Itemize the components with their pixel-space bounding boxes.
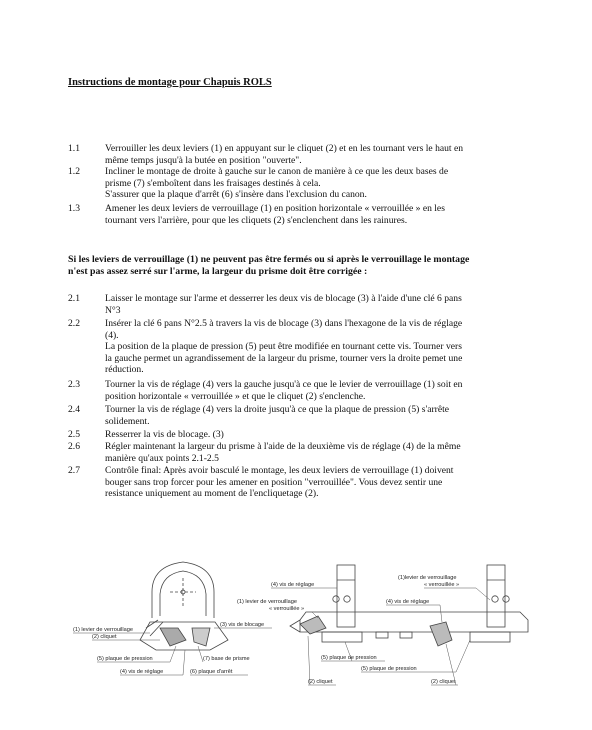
right-label-cliquet-left: (2) cliquet — [308, 679, 333, 685]
right-label-levier-right-2: « verrouillée » — [424, 582, 460, 588]
item-text-line: Incliner le montage de droite à gauche sur le canon de manière à ce que les deux bases de — [105, 166, 449, 177]
item-text-line: Laisser le montage sur l'arme et desserrer les deux vis de blocage (3) à l'aide d'une clé 6 pans — [105, 293, 462, 304]
item-number: 2.1 — [68, 293, 80, 304]
left-label-vis-blocage: (3) vis de blocage — [220, 622, 265, 628]
item-text — [105, 465, 528, 500]
right-front-foot — [322, 632, 362, 642]
item-text — [105, 166, 528, 201]
item-text-line: S'assurer que la plaque d'arrêt (6) s'insère dans l'exclusion du canon. — [105, 189, 367, 201]
item-text — [105, 429, 528, 441]
right-label-vis-reglage-top: (4) vis de réglage — [271, 582, 315, 588]
item-number: 2.4 — [68, 404, 80, 415]
item-number: 1.1 — [68, 143, 80, 154]
item-text-line: manière qu'aux points 2.1-2.5 — [105, 452, 219, 464]
warning-paragraph — [68, 254, 528, 279]
right-label-plaque-pression-2: (5) plaque de pression — [361, 666, 417, 672]
item-text-line: même temps jusqu'à la butée en position "ouverte". — [105, 154, 302, 166]
item-number: 2.6 — [68, 441, 80, 452]
left-label-levier: (1) levier de verrouillage — [73, 627, 134, 633]
item-text-line: Tourner la vis de réglage (4) vers la gauche jusqu'à ce que le levier de verrouillage (1) soit en — [105, 379, 463, 390]
item-text-line: bouger sans trop forcer pour les amener en position "verrouillée". Vous devez sentir une — [105, 476, 443, 488]
item-text-line: Amener les deux leviers de verrouillage (1) en position horizontale « verrouillée » en les — [105, 203, 445, 214]
item-text — [105, 379, 528, 402]
left-leader-lines — [73, 628, 272, 675]
item-number: 2.2 — [68, 318, 80, 329]
right-label-plaque-pression-1: (5) plaque de pression — [321, 655, 377, 661]
left-label-base-prisme: (7) base de prisme — [203, 656, 250, 662]
item-text-line: Verrouiller les deux leviers (1) en appuyant sur le cliquet (2) et en les tournant vers le haut en — [105, 143, 464, 154]
right-base-rail — [300, 612, 528, 632]
item-text-line: Régler maintenant la largeur du prisme à l'aide de la deuxième vis de réglage (4) de la même — [105, 441, 461, 452]
item-text — [105, 143, 528, 166]
right-lever-front — [300, 616, 326, 634]
item-text-line: resistance uniquement au moment de l'encliquetage (2). — [105, 488, 319, 500]
right-lever-rear — [430, 622, 452, 646]
left-label-vis-reglage: (4) vis de réglage — [120, 669, 164, 675]
left-hatched-part — [160, 628, 186, 646]
item-text-line: prisme (7) s'emboîtent dans les fraisages destinés à cela. — [105, 177, 321, 189]
right-rear-foot — [470, 632, 510, 642]
right-label-levier-right-1: (1)levier de verrouillage — [398, 575, 457, 581]
item-text — [105, 293, 528, 316]
item-text-line: tournant vers l'arrière, pour que les cliquets (2) s'enclenchent dans les rainures. — [105, 214, 408, 226]
right-label-levier-left-2: « verrouillée » — [269, 606, 305, 612]
item-text-line: La position de la plaque de pression (5) peut être modifiée en tournant cette vis. Tourner vers — [105, 341, 462, 353]
item-text-line: N°3 — [105, 304, 121, 316]
left-base-body — [140, 622, 228, 650]
item-text-line: réduction. — [105, 364, 144, 376]
item-text-line: (4). — [105, 329, 119, 341]
warning-line: n'est pas assez serré sur l'arme, la largeur du prisme doit être corrigée : — [68, 266, 368, 278]
item-number: 1.2 — [68, 166, 80, 177]
item-text-line: solidement. — [105, 415, 150, 427]
item-text — [105, 318, 528, 376]
left-label-plaque-pression: (5) plaque de pression — [97, 656, 153, 662]
document-title: Instructions de montage pour Chapuis ROLS — [68, 77, 272, 88]
left-cross-section-figure — [140, 562, 228, 650]
right-leader-lines — [271, 588, 490, 685]
item-number: 2.7 — [68, 465, 80, 476]
right-ring-rear — [487, 565, 505, 627]
right-label-vis-reglage-right: (4) vis de réglage — [386, 599, 430, 605]
right-side-view-figure — [290, 565, 528, 646]
left-label-cliquet: (2) cliquet — [92, 634, 117, 640]
left-ring-outline — [152, 562, 214, 618]
left-ring-inner — [160, 571, 206, 616]
left-label-plaque-arret: (6) plaque d'arrêt — [190, 669, 233, 675]
item-text — [105, 404, 528, 427]
item-text — [105, 203, 528, 226]
item-text-line: Resserrer la vis de blocage. (3) — [105, 429, 224, 440]
item-number: 1.3 — [68, 203, 80, 214]
item-text-line: la gauche permet un agrandissement de la largeur du prisme, tourner vers la droite pemet une — [105, 352, 463, 364]
right-ring-front — [337, 565, 355, 627]
right-label-cliquet-right: (2) cliquet — [431, 679, 456, 685]
item-text-line: Tourner la vis de réglage (4) vers la droite jusqu'à ce que la plaque de pression (5) s'arrête — [105, 404, 450, 415]
item-text-line: Insérer la clé 6 pans N°2.5 à travers la vis de blocage (3) dans l'hexagone de la vis de réglage — [105, 318, 463, 329]
item-text-line: position horizontale « verrouillée » et que le cliquet (2) s'enclenche. — [105, 390, 366, 402]
item-number: 2.5 — [68, 429, 80, 440]
left-ring-center — [181, 590, 185, 594]
left-pressure-plate — [192, 628, 210, 646]
item-text-line: Contrôle final: Après avoir basculé le montage, les deux leviers de verrouillage (1) doivent — [105, 465, 454, 476]
warning-line: Si les leviers de verrouillage (1) ne peuvent pas être fermés ou si après le verrouillage le montage — [68, 254, 470, 265]
item-number: 2.3 — [68, 379, 80, 390]
right-label-levier-left-1: (1) levier de verrouillage — [237, 599, 298, 605]
item-text — [105, 441, 528, 464]
